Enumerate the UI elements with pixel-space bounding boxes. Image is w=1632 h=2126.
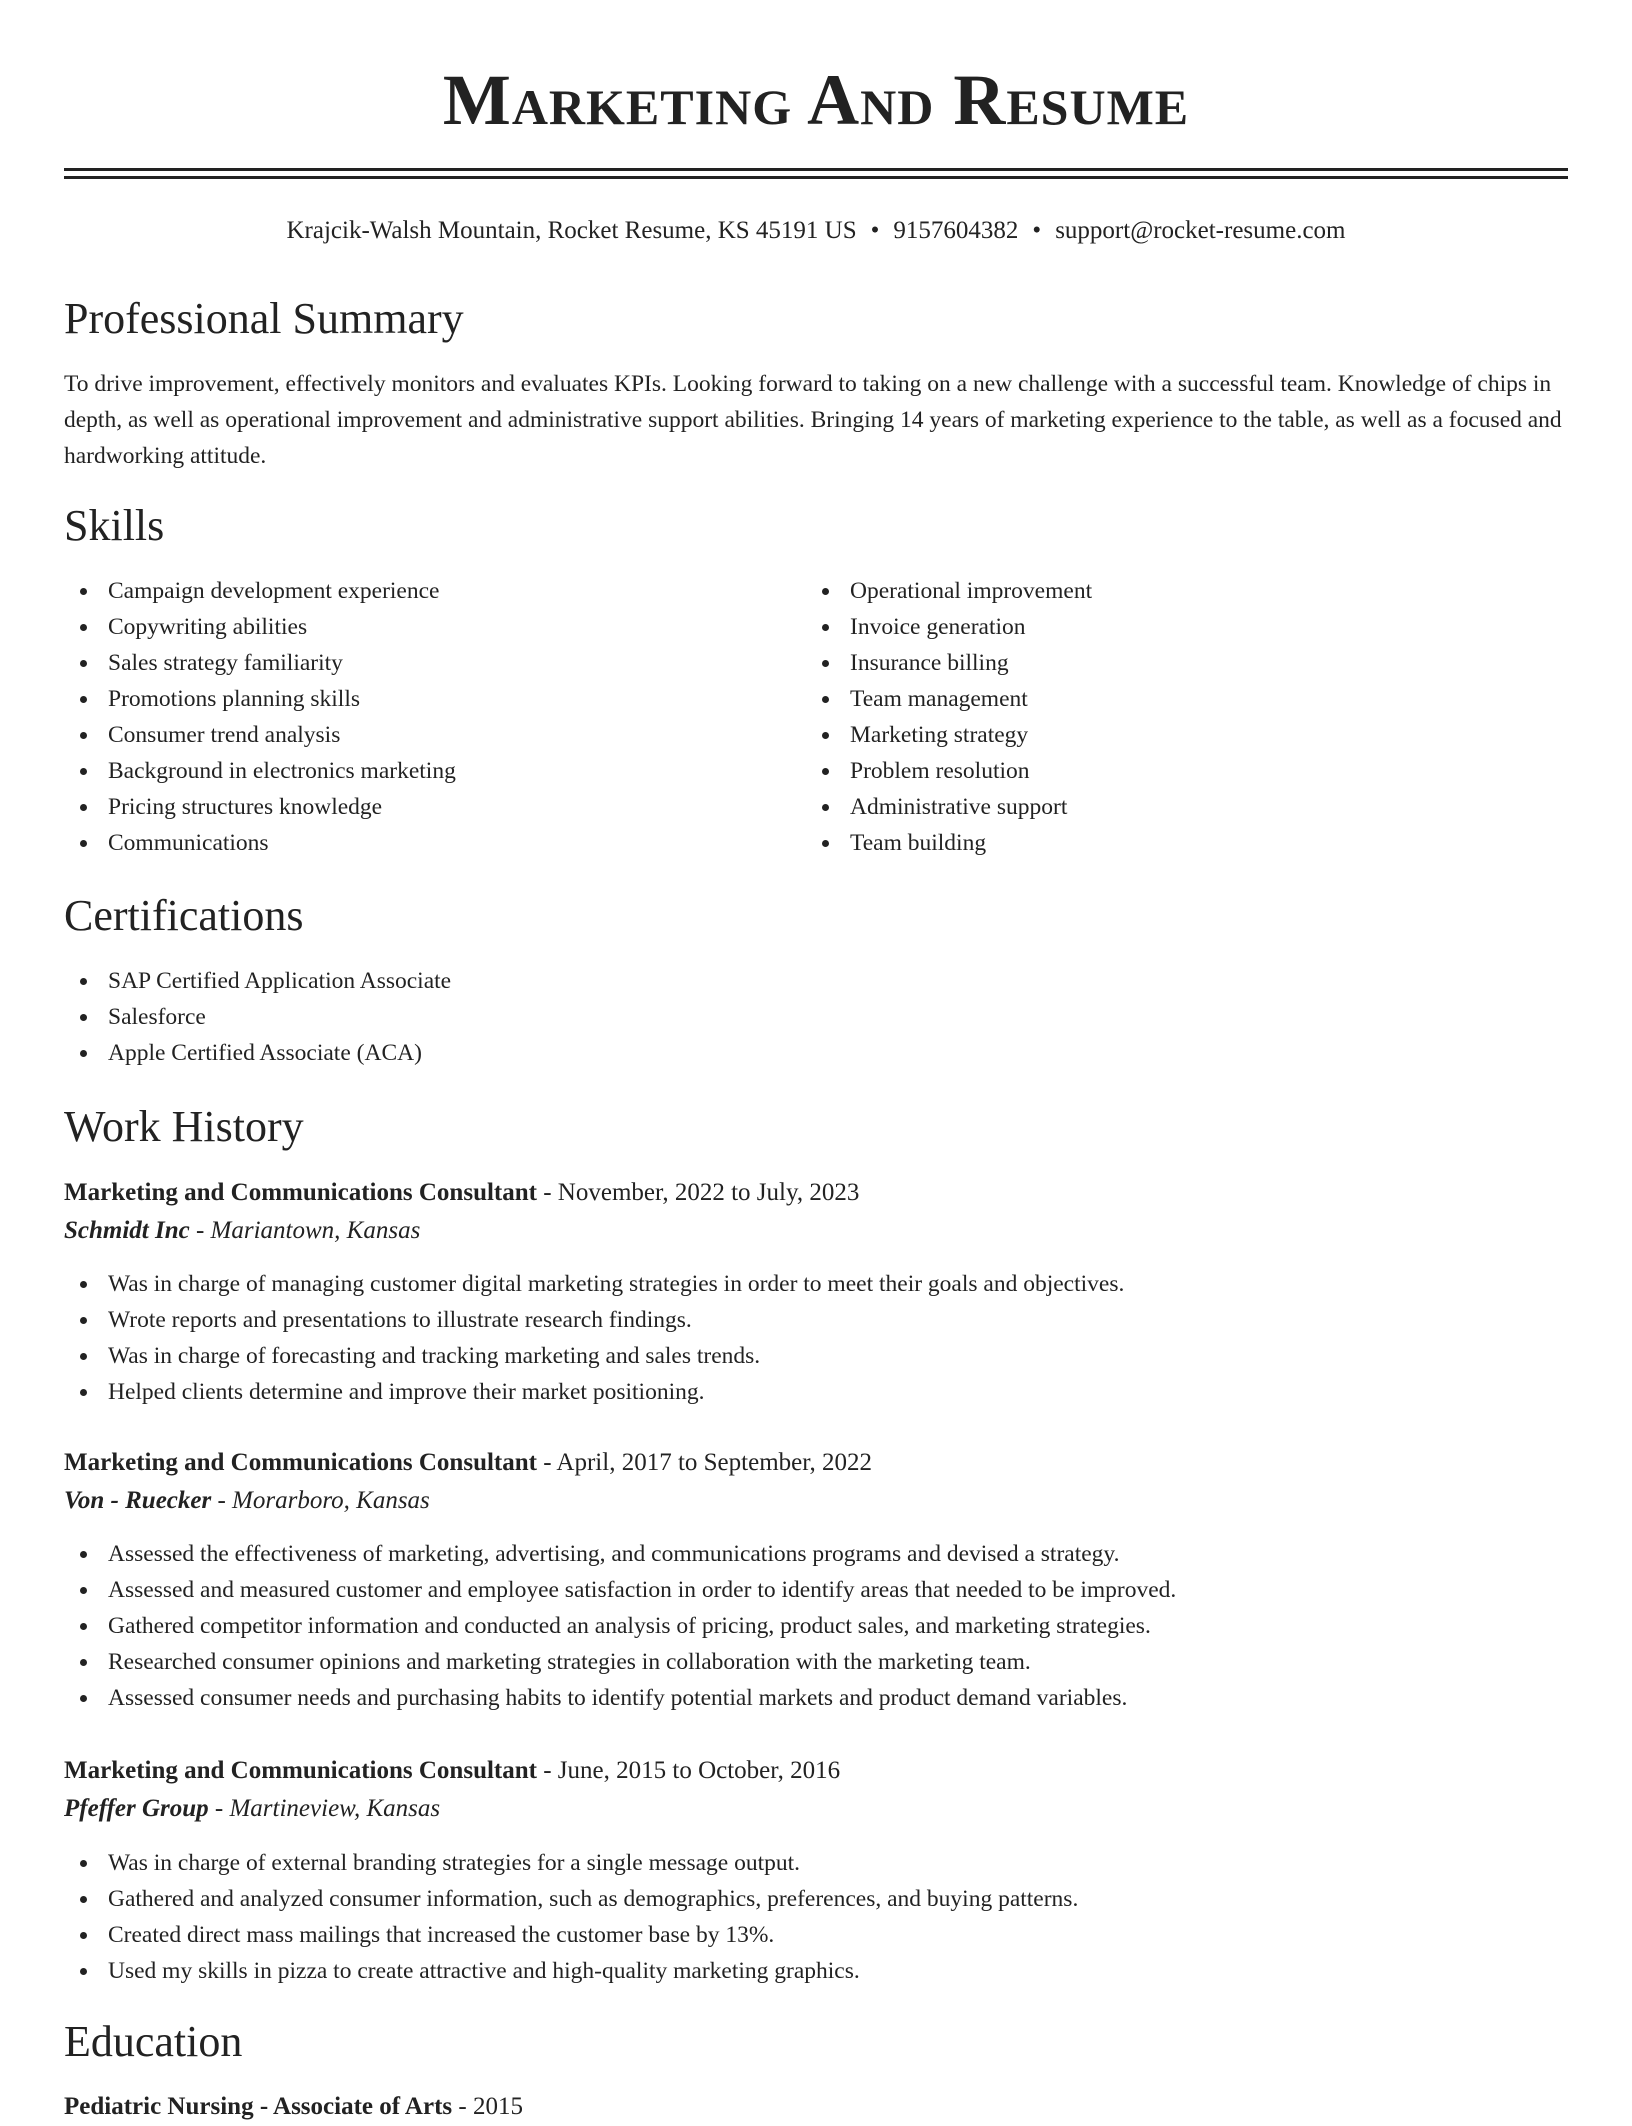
contact-separator: • [1032,217,1042,244]
job-bullet: Was in charge of external branding strategies for a single message output. [64,1845,1568,1881]
certification-item: Salesforce [64,999,1568,1035]
skill-item: Insurance billing [806,645,1546,681]
job-header [64,1444,1568,1482]
job-entry [64,1752,1568,1828]
job-employer [64,1212,1568,1250]
job-bullet: Helped clients determine and improve their market positioning. [64,1374,1568,1410]
job-bullet-list [64,1536,1568,1716]
job-bullet: Gathered competitor information and conducted an analysis of pricing, product sales, and marketing strategies. [64,1608,1568,1644]
job-title: Marketing and Communications Consultant [64,1449,537,1476]
contact-line [64,214,1568,248]
job-company: Von - Ruecker [64,1487,212,1514]
skill-item: Team management [806,681,1546,717]
resume-name: Marketing And Resume [442,60,1190,140]
certifications-list [64,963,1568,1071]
education-year: - 2015 [452,2093,523,2120]
work-history-heading: Work History [64,1102,304,1151]
certifications-body [64,963,1568,1071]
skills-section [64,500,1568,552]
skills-list-left [64,573,804,861]
job-bullet: Assessed and measured customer and employee satisfaction in order to identify areas that needed to be improved. [64,1572,1568,1608]
job-header [64,1174,1568,1212]
work-history-section [64,1101,1568,1153]
job-bullet: Used my skills in pizza to create attractive and high-quality marketing graphics. [64,1953,1568,1989]
skill-item: Communications [64,825,804,861]
job-entry [64,1444,1568,1520]
skill-item: Campaign development experience [64,573,804,609]
skills-columns [64,573,1568,873]
job-bullet: Wrote reports and presentations to illustrate research findings. [64,1302,1568,1338]
skill-item: Pricing structures knowledge [64,789,804,825]
education-section [64,2016,1568,2068]
skill-item: Problem resolution [806,753,1546,789]
skill-item: Background in electronics marketing [64,753,804,789]
summary-body [64,366,1568,474]
summary-text: To drive improvement, effectively monitors and evaluates KPIs. Looking forward to taking on a new challenge with a successful team. Knowledge of chips in depth, as well as operational improvement and administrative support abilities. Bringing 14 years of marketing experience to the table, as well as a focused and hardworking attitude. [64,371,1562,469]
skill-item: Operational improvement [806,573,1546,609]
job-company: Schmidt Inc [64,1217,190,1244]
job-title: Marketing and Communications Consultant [64,1757,537,1784]
job-bullet: Gathered and analyzed consumer information, such as demographics, preferences, and buying patterns. [64,1881,1568,1917]
contact-phone: 9157604382 [893,217,1019,244]
job-bullets [64,1536,1568,1716]
job-bullets [64,1266,1568,1410]
contact-email: support@rocket-resume.com [1055,217,1346,244]
summary-section [64,293,1568,345]
job-location: - Mariantown, Kansas [189,1217,421,1244]
contact-address: Krajcik-Walsh Mountain, Rocket Resume, KS 45191 US [286,217,857,244]
job-entry [64,1174,1568,1250]
skill-item: Promotions planning skills [64,681,804,717]
education-entry [64,2088,1568,2126]
summary-heading: Professional Summary [64,294,464,343]
header-divider-bottom [64,176,1568,179]
job-location: - Morarboro, Kansas [211,1487,430,1514]
certifications-heading: Certifications [64,891,304,940]
certification-item: Apple Certified Associate (ACA) [64,1035,1568,1071]
job-bullet: Was in charge of forecasting and tracking marketing and sales trends. [64,1338,1568,1374]
certification-item: SAP Certified Application Associate [64,963,1568,999]
job-bullet-list [64,1266,1568,1410]
skill-item: Consumer trend analysis [64,717,804,753]
job-bullet-list [64,1845,1568,1989]
job-location: - Martineview, Kansas [208,1795,441,1822]
skill-item: Sales strategy familiarity [64,645,804,681]
skills-list-right [806,573,1546,861]
skill-item: Copywriting abilities [64,609,804,645]
job-title: Marketing and Communications Consultant [64,1179,537,1206]
job-employer [64,1482,1568,1520]
education-degree: Pediatric Nursing - Associate of Arts [64,2093,453,2120]
skill-item: Team building [806,825,1546,861]
job-bullet: Assessed consumer needs and purchasing habits to identify potential markets and product demand variables. [64,1680,1568,1716]
job-bullets [64,1845,1568,1989]
job-bullet: Created direct mass mailings that increased the customer base by 13%. [64,1917,1568,1953]
job-bullet: Was in charge of managing customer digital marketing strategies in order to meet their goals and objectives. [64,1266,1568,1302]
job-dates: - June, 2015 to October, 2016 [536,1757,841,1784]
header-divider-top [64,168,1568,171]
skill-item: Invoice generation [806,609,1546,645]
certifications-section [64,890,1568,942]
skill-item: Marketing strategy [806,717,1546,753]
education-heading: Education [64,2017,243,2066]
skill-item: Administrative support [806,789,1546,825]
job-header [64,1752,1568,1790]
job-company: Pfeffer Group [64,1795,209,1822]
job-employer [64,1790,1568,1828]
education-header [64,2088,1568,2126]
skills-heading: Skills [64,501,165,550]
job-bullet: Assessed the effectiveness of marketing, advertising, and communications programs and devised a strategy. [64,1536,1568,1572]
job-dates: - November, 2022 to July, 2023 [536,1179,860,1206]
job-bullet: Researched consumer opinions and marketing strategies in collaboration with the marketing team. [64,1644,1568,1680]
contact-separator: • [870,217,880,244]
job-dates: - April, 2017 to September, 2022 [536,1449,873,1476]
